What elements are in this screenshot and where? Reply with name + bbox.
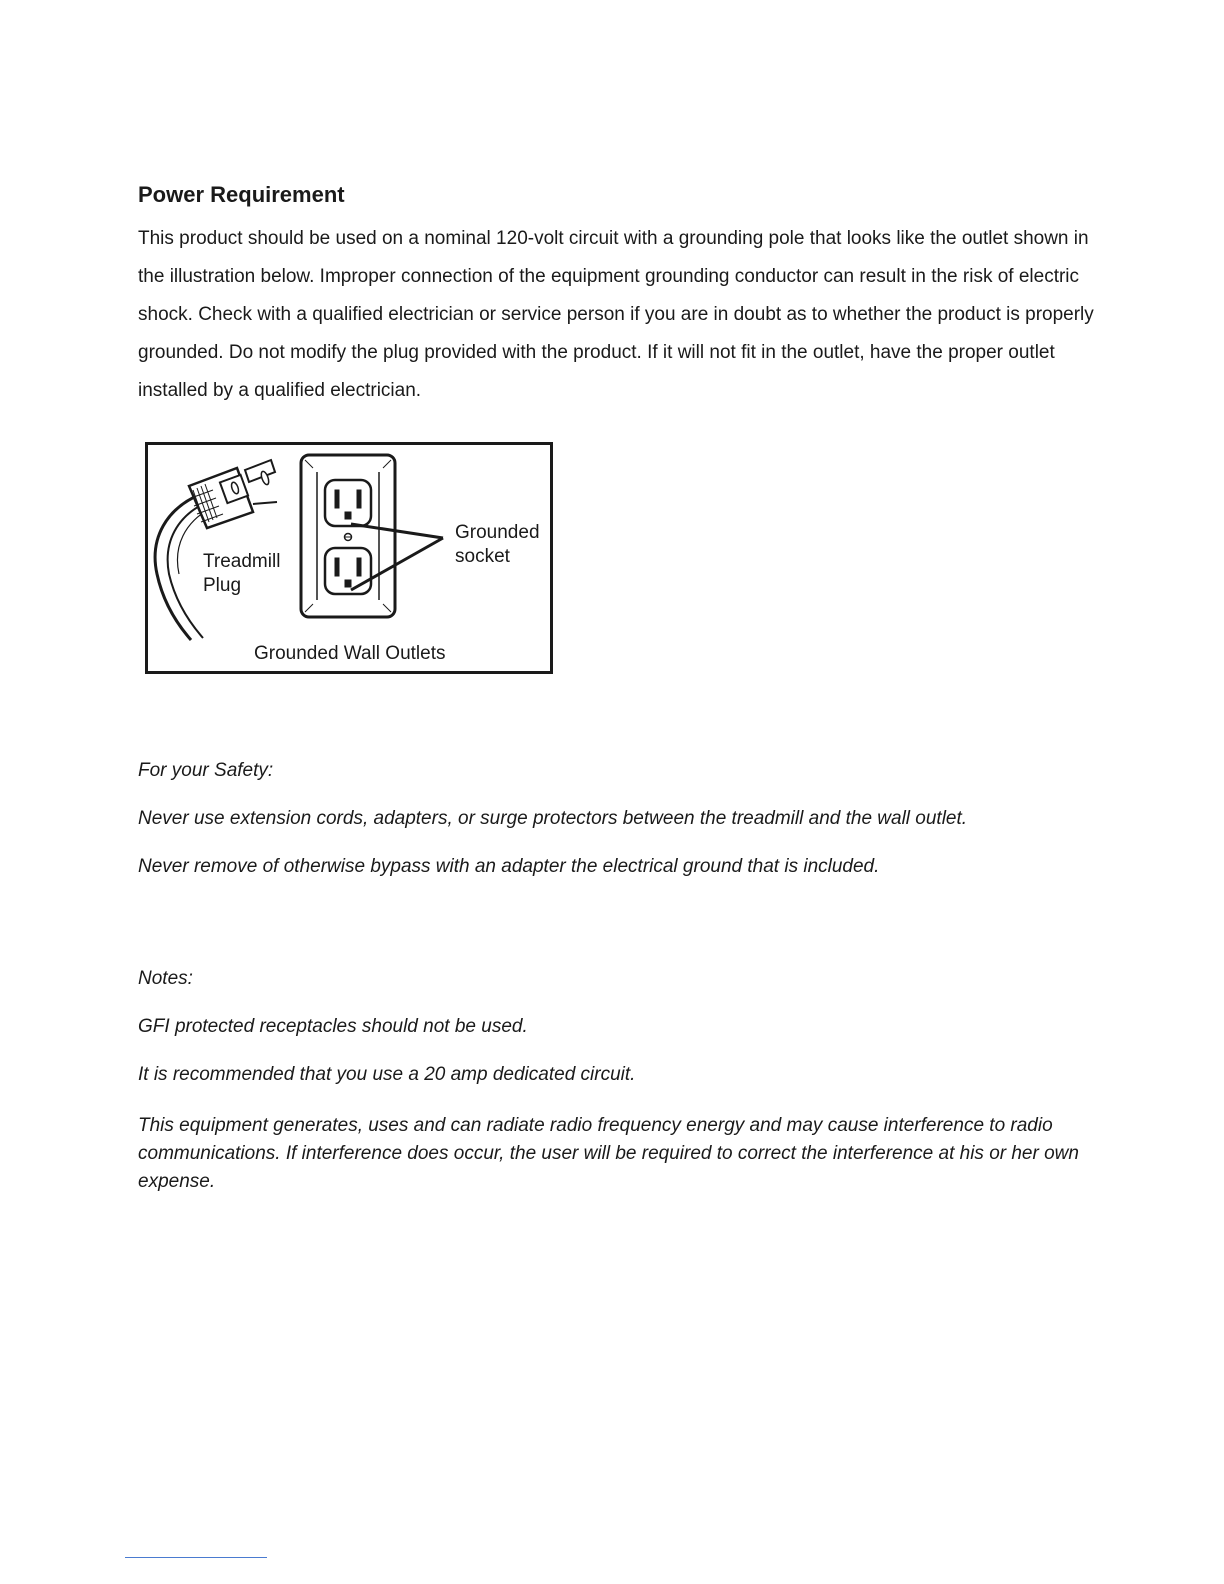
safety-item: Never remove of otherwise bypass with an adapter the electrical ground that is included. [138,856,880,877]
notes-title: Notes: [138,968,193,989]
plug-label-line2: Plug [203,575,242,596]
figure-caption: Grounded Wall Outlets [254,643,446,664]
treadmill-plug-icon [189,460,277,528]
socket-label-line2: socket [455,546,510,567]
footnote-separator [125,1557,267,1558]
upper-receptacle-icon [325,480,371,526]
note-item: This equipment generates, uses and can radiate radio frequency energy and may cause interference to radio communications. If interference does occur, the user will be required to correct the interference at his or her own expense. [138,1115,1079,1192]
power-requirement-paragraph: This product should be used on a nominal 120-volt circuit with a grounding pole that looks like the outlet shown in the illustration below. Improper connection of the equipment grounding conductor can result in the risk of electric shock. Check with a qualified electrician or service person if you are in doubt as to whether the product is properly grounded. Do not modify the plug provided with the product. If it will not fit in the outlet, have the proper outlet installed by a qualified electrician. [138,228,1094,401]
center-screw-icon [345,534,352,541]
safety-item: Never use extension cords, adapters, or surge protectors between the treadmill and the wall outlet. [138,808,968,829]
socket-label-line1: Grounded [455,522,540,543]
outlet-illustration [145,442,553,674]
section-heading: Power Requirement [138,182,345,207]
plug-label-line1: Treadmill [203,551,281,572]
grounded-outlet-figure [145,442,553,674]
note-item: It is recommended that you use a 20 amp dedicated circuit. [138,1064,636,1085]
note-item: GFI protected receptacles should not be used. [138,1016,528,1037]
safety-title: For your Safety: [138,760,274,781]
lower-receptacle-icon [325,548,371,594]
